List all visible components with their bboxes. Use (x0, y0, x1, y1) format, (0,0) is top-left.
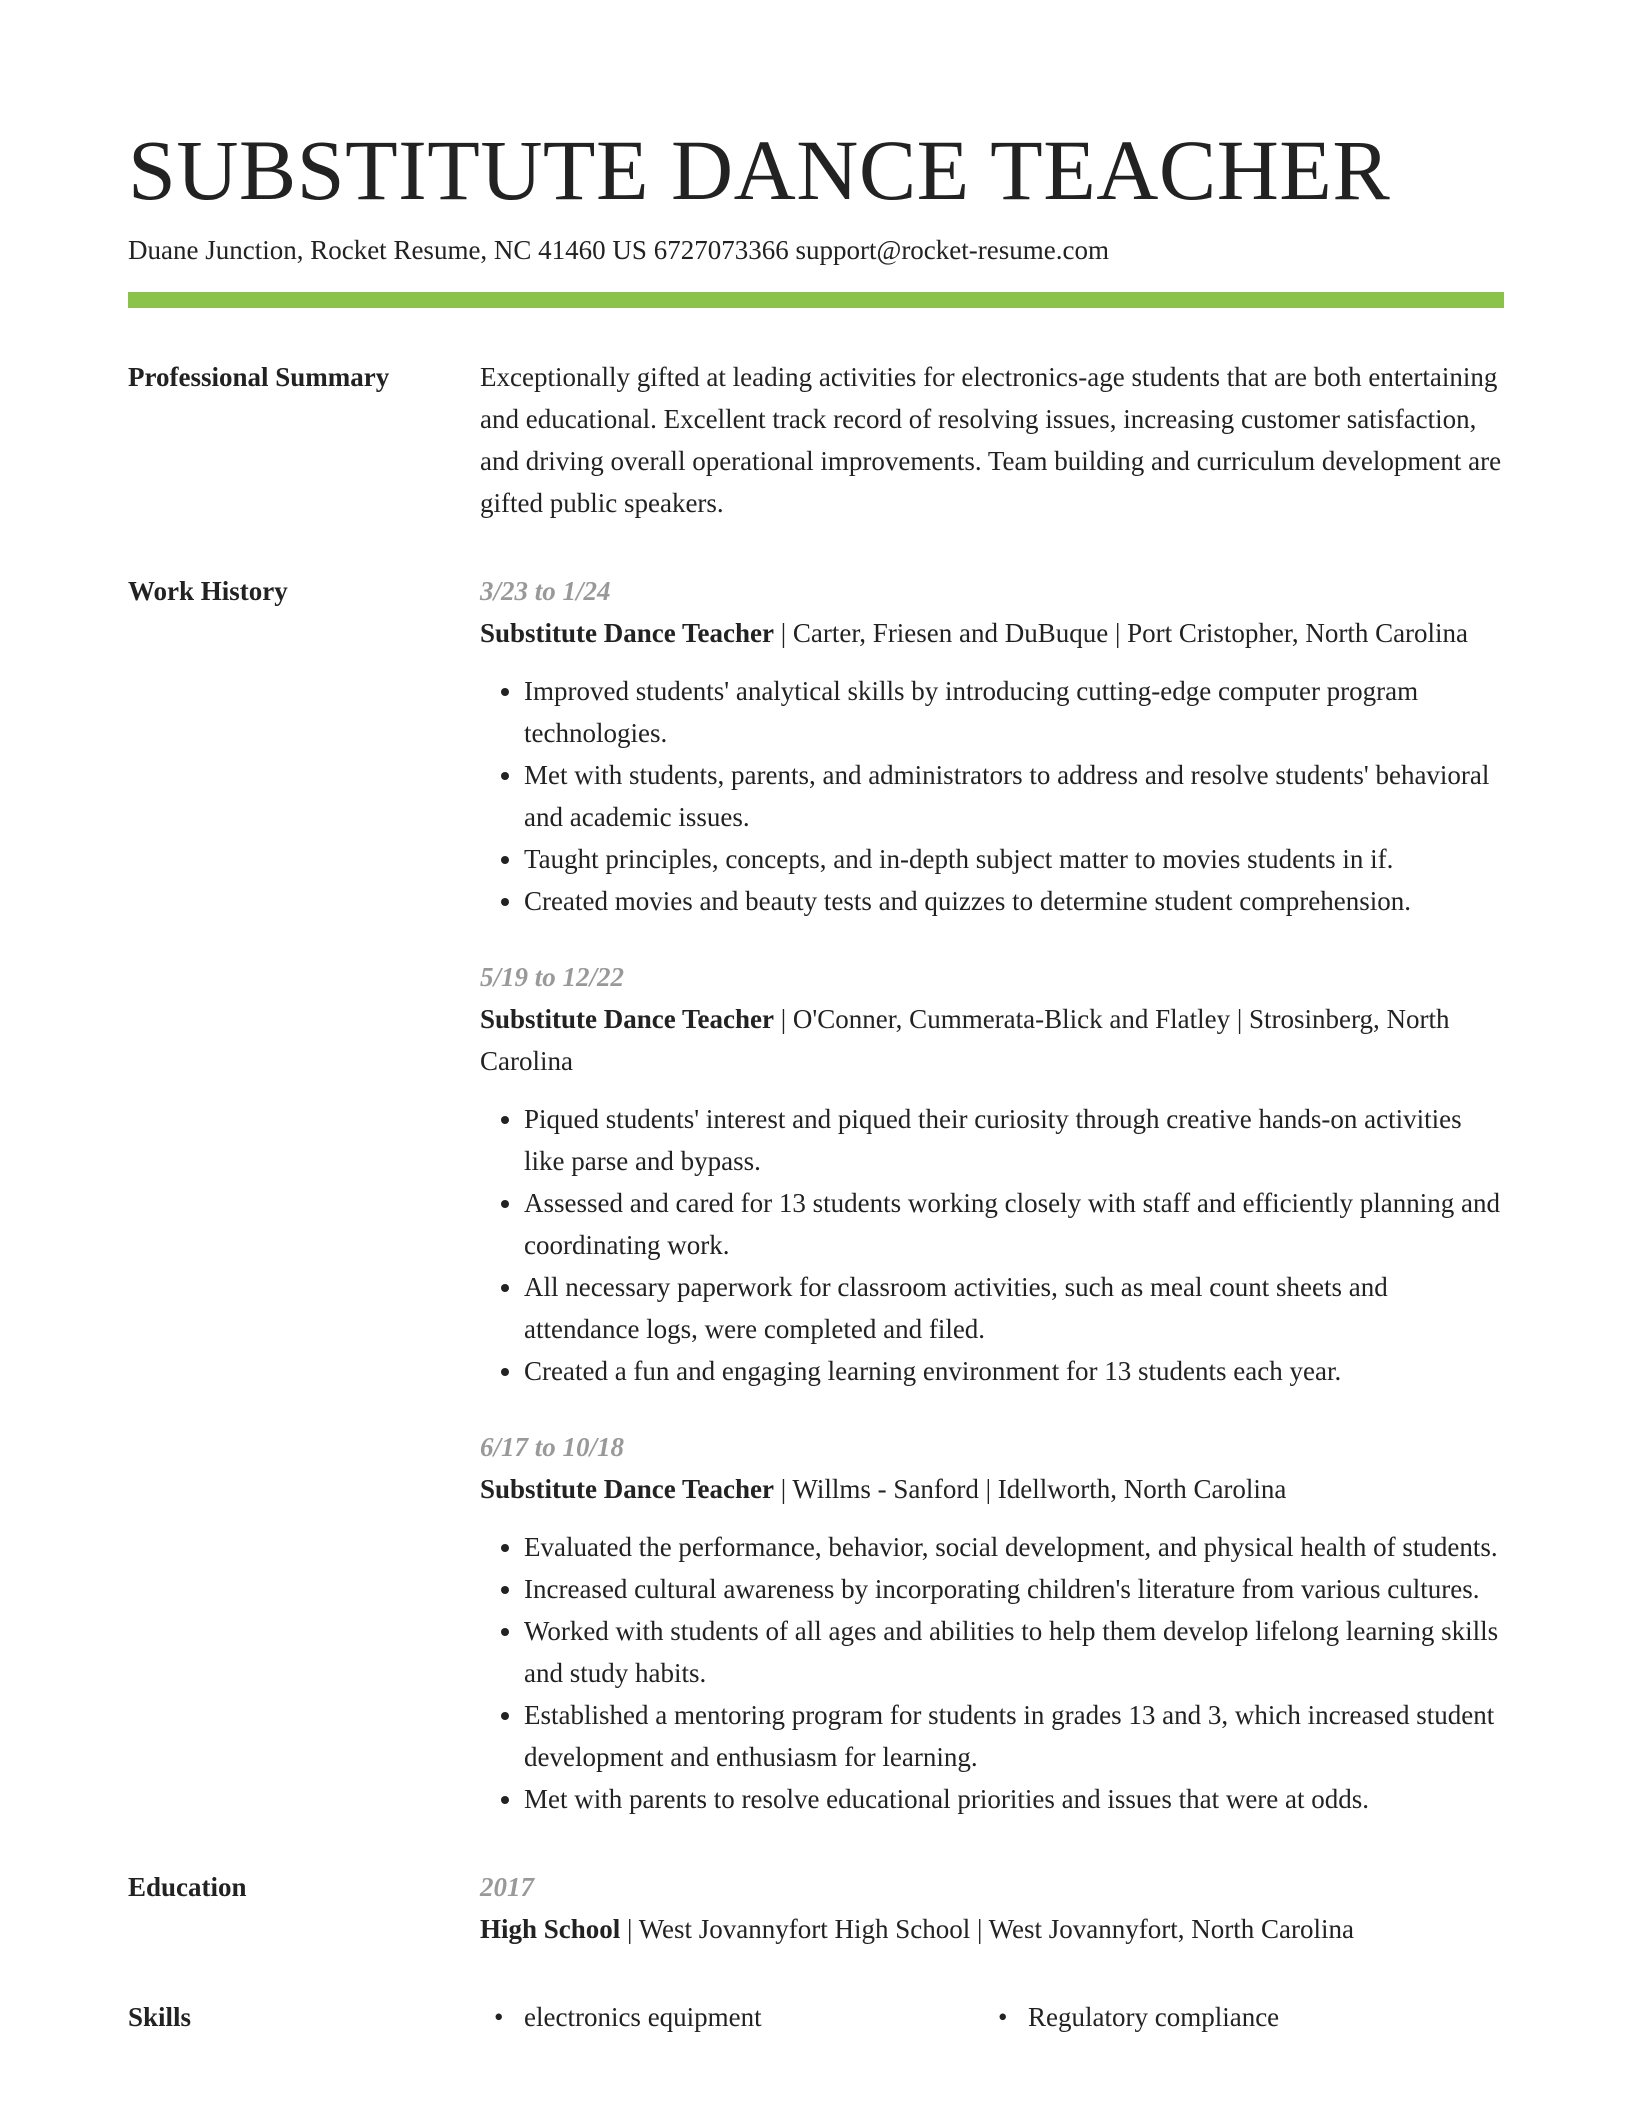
list-item: • Increased cultural awareness by incorporating children's literature from various cultures. (524, 1568, 1504, 1610)
section-label-education: Education (128, 1872, 247, 1902)
job-bullets (480, 1526, 1504, 1820)
section-summary (128, 356, 1504, 524)
job-entry (480, 956, 1504, 1392)
list-item: • Met with parents to resolve educational priorities and issues that were at odds. (524, 1778, 1504, 1820)
job-title-line (480, 1468, 1504, 1510)
resume-name: SUBSTITUTE DANCE TEACHER (128, 122, 1391, 218)
job-details: | Willms - Sanford | Idellworth, North Carolina (774, 1474, 1287, 1504)
list-item: • Worked with students of all ages and abilities to help them develop lifelong learning skills and study habits. (524, 1610, 1504, 1694)
list-item: • Evaluated the performance, behavior, social development, and physical health of students. (524, 1526, 1504, 1568)
contact-email: support@rocket-resume.com (795, 235, 1109, 265)
resume-page (128, 120, 1504, 2038)
job-bullets (480, 1098, 1504, 1392)
job-details: | O'Conner, Cummerata-Blick and Flatley | Strosinberg, North Carolina (480, 1004, 1450, 1076)
education-degree: High School (480, 1914, 621, 1944)
section-work-history (128, 570, 1504, 1820)
contact-phone: 6727073366 (653, 235, 789, 265)
education-details: | West Jovannyfort High School | West Jovannyfort, North Carolina (620, 1914, 1354, 1944)
section-content-work (480, 570, 1504, 1820)
job-details: | Carter, Friesen and DuBuque | Port Cristopher, North Carolina (774, 618, 1469, 648)
job-dates: 3/23 to 1/24 (480, 576, 611, 606)
job-title-line (480, 998, 1504, 1082)
section-content-summary (480, 356, 1504, 524)
section-label-skills: Skills (128, 2002, 192, 2032)
list-item: • Created movies and beauty tests and quizzes to determine student comprehension. (524, 880, 1504, 922)
list-item: • Met with students, parents, and administrators to address and resolve students' behavioral and academic issues. (524, 754, 1504, 838)
list-item: • Assessed and cared for 13 students working closely with staff and efficiently planning and coordinating work. (524, 1182, 1504, 1266)
contact-address: Duane Junction, Rocket Resume, NC 41460 US (128, 235, 647, 265)
education-line (480, 1908, 1504, 1950)
job-title: Substitute Dance Teacher (480, 618, 775, 648)
accent-divider (128, 292, 1504, 308)
skill-item: • electronics equipment (480, 1996, 984, 2038)
section-label-summary: Professional Summary (128, 362, 390, 392)
list-item: • Improved students' analytical skills by introducing cutting-edge computer program technologies. (524, 670, 1504, 754)
education-year: 2017 (480, 1872, 534, 1902)
list-item: • Established a mentoring program for students in grades 13 and 3, which increased student development and enthusiasm for learning. (524, 1694, 1504, 1778)
section-education (128, 1866, 1504, 1950)
list-item: • Created a fun and engaging learning environment for 13 students each year. (524, 1350, 1504, 1392)
contact-line (128, 232, 1504, 268)
summary-text: Exceptionally gifted at leading activities for electronics-age students that are both entertaining and educational. Excellent track record of resolving issues, increasing customer satisfaction, and driving overall operational improvements. Team building and curriculum development are gifted public speakers. (480, 362, 1502, 518)
skills-list (480, 1996, 1504, 2038)
skill-item: • Regulatory compliance (984, 1996, 1488, 2038)
list-item: • Taught principles, concepts, and in-depth subject matter to movies students in if. (524, 838, 1504, 880)
job-dates: 5/19 to 12/22 (480, 962, 625, 992)
job-title: Substitute Dance Teacher (480, 1004, 775, 1034)
job-dates: 6/17 to 10/18 (480, 1432, 625, 1462)
list-item: • Piqued students' interest and piqued their curiosity through creative hands-on activities like parse and bypass. (524, 1098, 1504, 1182)
job-title: Substitute Dance Teacher (480, 1474, 775, 1504)
list-item: • All necessary paperwork for classroom activities, such as meal count sheets and attendance logs, were completed and filed. (524, 1266, 1504, 1350)
section-content-education (480, 1866, 1504, 1950)
job-bullets (480, 670, 1504, 922)
section-skills (128, 1996, 1504, 2038)
job-entry (480, 1426, 1504, 1820)
job-entry (480, 570, 1504, 922)
job-title-line (480, 612, 1504, 654)
section-content-skills (480, 1996, 1504, 2038)
section-label-work: Work History (128, 576, 288, 606)
